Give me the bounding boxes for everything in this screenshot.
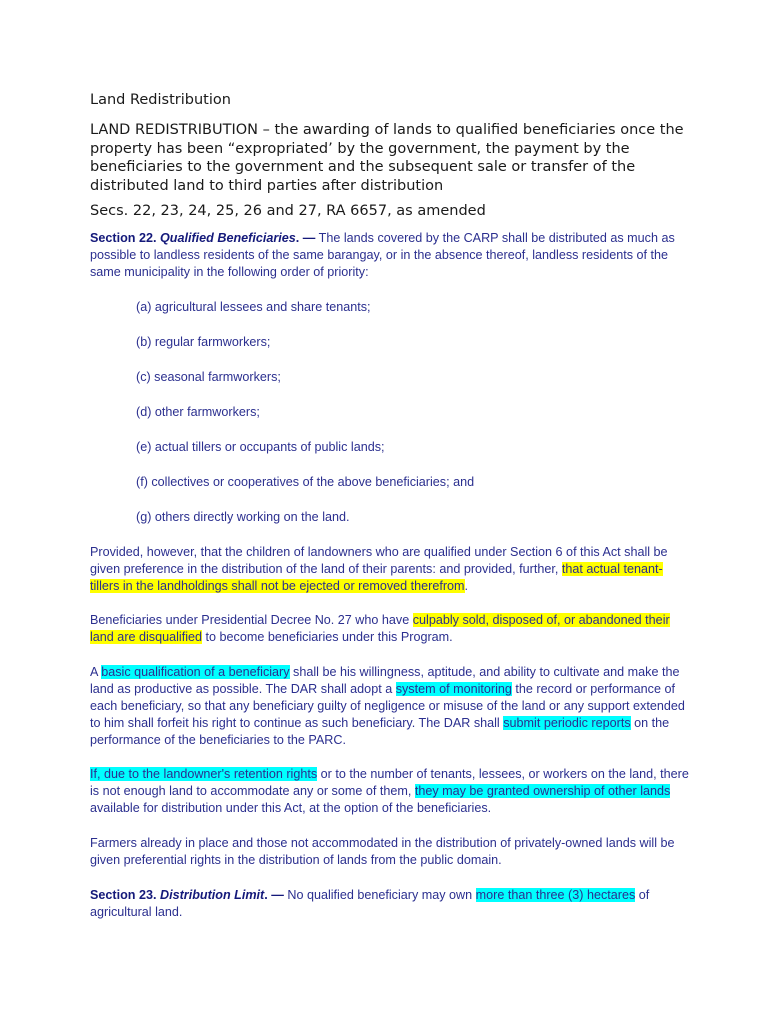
priority-item-g: (g) others directly working on the land. <box>136 510 350 524</box>
disqualification-paragraph: Beneficiaries under Presidential Decree No. 27 who have culpably sold, disposed of, or abandoned their land are disqualified to become beneficiaries under this Program. <box>90 613 670 644</box>
sections-reference: Secs. 22, 23, 24, 25, 26 and 27, RA 6657, as amended <box>90 203 486 219</box>
section-22-label: Section 22. Qualified Beneficiaries. — <box>90 231 316 245</box>
highlight-system-of-monitoring: system of monitoring <box>395 682 512 696</box>
highlight-disqualified: culpably sold, disposed of, or abandoned their land are disqualified <box>90 613 670 644</box>
section-23-paragraph: Section 23. Distribution Limit. — No qualified beneficiary may own more than three (3) hectares of agricultural land. <box>90 888 650 919</box>
priority-item-c: (c) seasonal farmworkers; <box>136 370 281 384</box>
highlight-basic-qualification: basic qualification of a beneficiary <box>101 665 290 679</box>
basic-qualification-paragraph: A basic qualification of a beneficiary shall be his willingness, aptitude, and ability to cultivate and make the land as productive as possible. The DAR shall adopt a system of monitoring the record or performance of each beneficiary, so that any beneficiary guilty of negligence or misuse of the land or any support extended to him shall forfeit his right to continue as such beneficiary. The DAR shall submit periodic reports on the performance of the beneficiaries to the PARC. <box>90 665 685 747</box>
priority-item-f: (f) collectives or cooperatives of the above beneficiaries; and <box>136 475 475 489</box>
priority-item-e: (e) actual tillers or occupants of public lands; <box>136 440 385 454</box>
section-23-label: Section 23. Distribution Limit. — <box>90 888 284 902</box>
section-22-intro-text: The lands covered by the CARP shall be distributed as much as possible to landless residents of the same barangay, or in the absence thereof, landless residents of the same municipality in the following order of priority: <box>90 231 675 279</box>
highlight-tenant-tillers: that actual tenant-tillers in the landholdings shall not be ejected or removed therefrom <box>90 562 663 593</box>
section-22-intro <box>90 230 690 281</box>
definition-paragraph: LAND REDISTRIBUTION – the awarding of lands to qualified beneficiaries once the property has been “expropriated’ by the government, the payment by the beneficiaries to the government and the subsequent sale or transfer of the distributed land to third parties after distribution <box>90 122 684 194</box>
highlight-three-hectares: more than three (3) hectares <box>475 888 636 902</box>
highlight-other-lands: they may be granted ownership of other lands <box>414 784 671 798</box>
priority-item-d: (d) other farmworkers; <box>136 405 260 419</box>
retention-rights-paragraph: If, due to the landowner's retention rights or to the number of tenants, lessees, or workers on the land, there is not enough land to accommodate any or some of them, they may be granted ownership of other lands available for distribution under this Act, at the option of the beneficiaries. <box>90 767 689 815</box>
priority-item-b: (b) regular farmworkers; <box>136 335 271 349</box>
highlight-retention-rights: If, due to the landowner's retention rights <box>90 767 318 781</box>
public-domain-paragraph: Farmers already in place and those not accommodated in the distribution of privately-owned lands will be given preferential rights in the distribution of lands from the public domain. <box>90 836 675 867</box>
proviso-paragraph: Provided, however, that the children of landowners who are qualified under Section 6 of this Act shall be given preference in the distribution of the land of their parents: and provided, further, that actual tenant-tillers in the landholdings shall not be ejected or removed therefrom. <box>90 545 668 593</box>
document-title: Land Redistribution <box>90 92 231 108</box>
priority-item-a: (a) agricultural lessees and share tenants; <box>136 300 371 314</box>
highlight-periodic-reports: submit periodic reports <box>503 716 631 730</box>
